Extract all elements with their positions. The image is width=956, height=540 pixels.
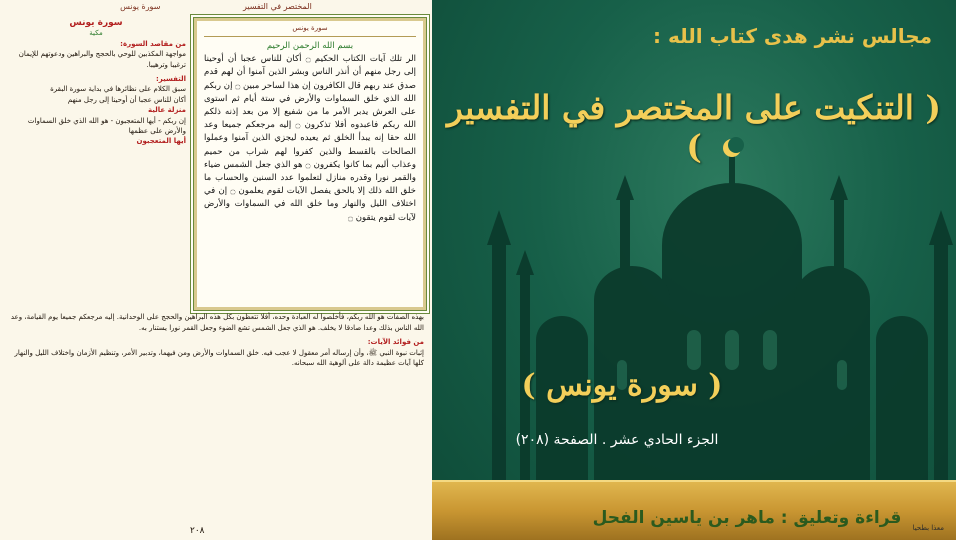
tafsir-column (6, 18, 186, 147)
surah-title: سورة يونس (69, 18, 123, 28)
tafsir-highlight-1: منزلة عالية (148, 106, 186, 115)
quran-verses-frame (190, 14, 430, 314)
mosque-silhouette-icon (432, 0, 956, 540)
surah-type: مكية (89, 29, 103, 38)
lesson-cover (432, 0, 956, 540)
quran-frame-header: سورة يونس (204, 24, 416, 37)
running-header-left: المختصر في التفسير (242, 2, 312, 11)
tafsir-bottom-block (6, 312, 424, 369)
quran-verses-text (204, 40, 416, 302)
bottom-text: بهذه الصفات هو الله ربكم، فأخلصوا له العبادة وحده، أفلا تتعظون بكل هذه البراهين والحجج على الوحدانية. إليه مرجعكم جميعا يوم القيامة، وعد الله الناس بذلك وعدا صادقا لا يخلف. هو الذي جعل الشمس تشع الضوء وجعل القمر نورا يستنار به. (10, 313, 424, 332)
corner-tag: معذا بطحيا (912, 524, 944, 532)
verses: الر تلك آيات الكتاب الحكيم ۝ أكان للناس عجبا أن أوحينا إلى رجل منهم أن أنذر الناس وبشر الذين آمنوا أن لهم قدم صدق عند ربهم قال الكافرون إن هذا لساحر مبين ۝ إن ربكم الله الذي خلق السماوات والأرض في ستة أيام ثم استوى على العرش يدبر الأمر ما من شفيع إلا من بعد إذنه ذلكم الله ربكم فاعبدوه أفلا تذكرون ۝ إليه مرجعكم جميعا وعد الله حقا إنه يبدأ الخلق ثم يعيده ليجزي الذين آمنوا وعملوا الصالحات بالقسط والذين كفروا لهم شراب من حميم وعذاب أليم بما كانوا يكفرون ۝ هو الذي جعل الشمس ضياء والقمر نورا وقدره منازل لتعلموا عدد السنين والحساب ما خلق الله ذلك إلا بالحق يفصل الآيات لقوم يعلمون ۝ إن في اختلاف الليل والنهار وما خلق الله في السماوات والأرض لآيات لقوم يتقون ۝ (204, 54, 417, 223)
tafsir-page (0, 0, 432, 540)
tafsir-line-1: سبق الكلام على نظائرها في بداية سورة البقرة (50, 85, 186, 94)
running-header-right: سورة يونس (120, 2, 161, 11)
page-number: ٢٠٨ (190, 526, 205, 536)
benefits-text: إثبات نبوة النبي ﷺ، وأن إرساله أمر معقول لا عجب فيه. خلق السماوات والأرض ومن فيهما، وتدبير الأمر، وتنظيم الأزمان واختلاف الليل والنهار كلها آيات عظيمة دالة على ألوهية الله سبحانه. (14, 348, 424, 368)
basmala: بسم الله الرحمن الرحيم (266, 41, 354, 51)
tafsir-heading: التفسير: (155, 75, 186, 84)
objectives-text: مواجهة المكذبين للوحي بالحجج والبراهين ودعوتهم للإيمان ترغيبا وترهيبا. (18, 50, 186, 69)
surah-label: ( سورة يونس ) (521, 368, 723, 403)
part-page-label: الجزء الحادي عشر . الصفحة (٢٠٨) (515, 432, 719, 448)
reader-label: قراءة وتعليق : ماهر بن ياسين الفحل (592, 508, 902, 528)
book-title: ( التنكيت على المختصر في التفسير ) (446, 88, 942, 166)
objectives-heading: من مقاصد السورة: (120, 39, 186, 48)
series-label: مجالس نشر هدى كتاب الله : (652, 24, 932, 48)
tafsir-line-3: إن ربكم - أيها المتعجبون - هو الله الذي خلق السماوات والأرض على عظمها (27, 116, 186, 136)
benefits-heading: من فوائد الآيات: (367, 338, 424, 347)
tafsir-line-2: أكان للناس عجبا أن أوحينا إلى رجل منهم (67, 95, 186, 104)
tafsir-highlight-2: أيها المتعجبون (136, 137, 186, 146)
